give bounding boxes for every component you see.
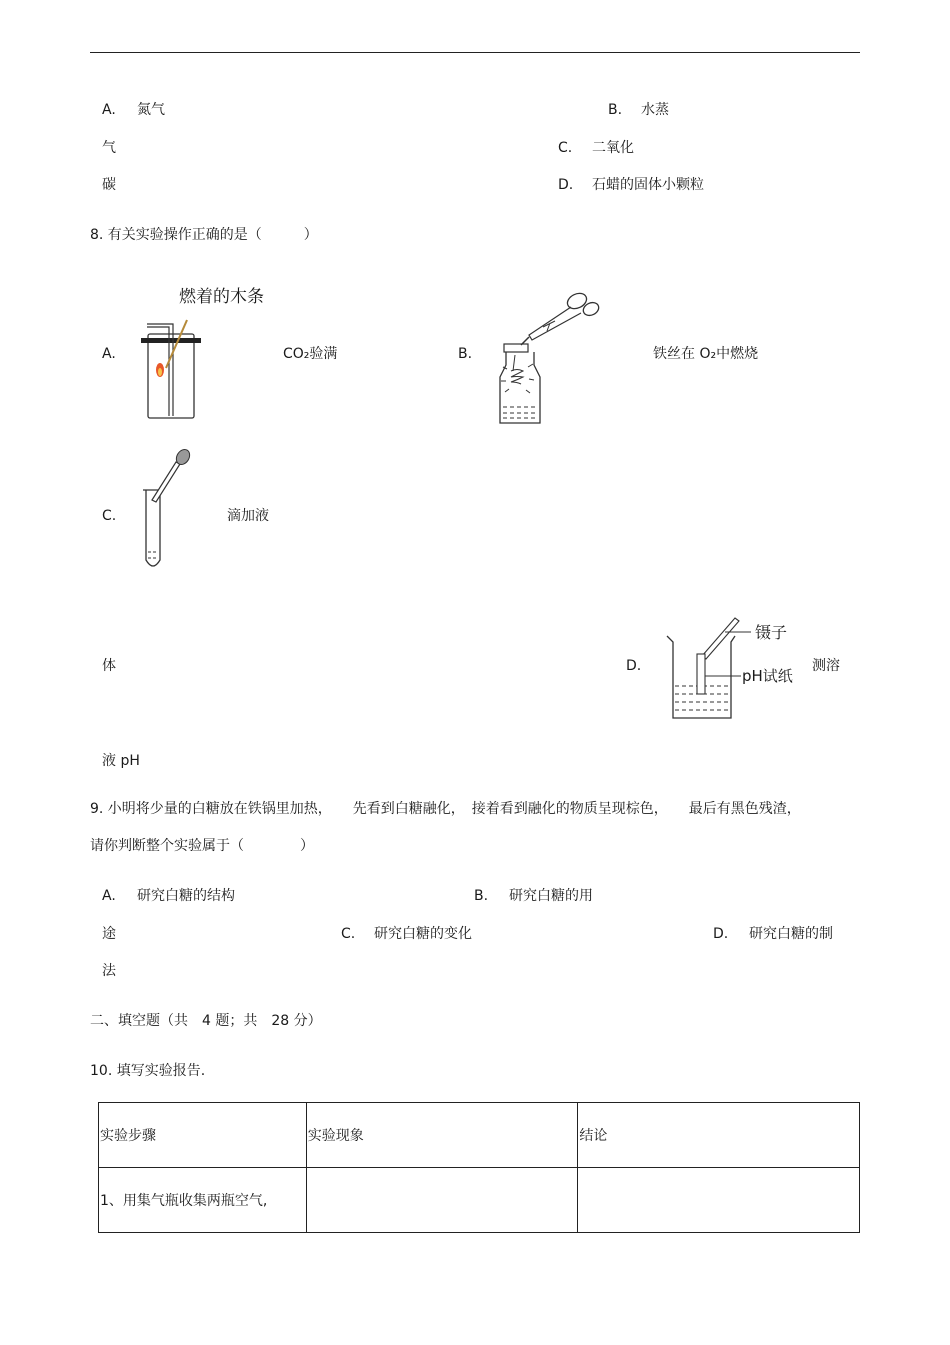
q8-d-figure-ph-paper-label: pH试纸: [742, 667, 793, 685]
q9-option-b-wrap: 途: [102, 926, 116, 942]
q7-option-c-letter: C.: [558, 140, 573, 156]
q7-option-b-text: 水蒸: [641, 102, 669, 118]
q8-option-b-letter: B.: [458, 346, 473, 362]
q7-option-c-wrap: 碳: [102, 177, 116, 193]
q7-option-a-text: 氮气: [137, 102, 165, 118]
q9-option-c-text: 研究白糖的变化: [374, 926, 472, 942]
experiment-report-table: [98, 1102, 860, 1233]
q10-stem: 10. 填写实验报告.: [90, 1063, 206, 1079]
q7-option-b-letter: B.: [608, 102, 623, 118]
header-rule: [90, 52, 860, 53]
q8-a-figure-label: 燃着的木条: [179, 287, 264, 307]
q9-option-d-letter: D.: [713, 926, 729, 942]
q7-option-b-wrap: 气: [102, 140, 116, 156]
q9-option-d-text: 研究白糖的制: [749, 926, 833, 942]
q9-option-a-letter: A.: [102, 888, 116, 904]
table-header-cell: 实验现象: [306, 1103, 578, 1168]
q8-option-c-text: 滴加液: [227, 508, 269, 524]
table-cell[interactable]: [306, 1168, 578, 1233]
q9-stem-line1: 9. 小明将少量的白糖放在铁锅里加热， 先看到白糖融化， 接着看到融化的物质呈现棕色， 最后有黑色残渣，: [90, 801, 801, 817]
table-header-cell: 结论: [578, 1103, 860, 1168]
q8-option-c-wrap: 体: [102, 658, 116, 674]
q7-option-d-letter: D.: [558, 177, 574, 193]
q8-option-b-text: 铁丝在 O₂中燃烧: [653, 346, 759, 362]
q7-option-c-text: 二氧化: [592, 140, 634, 156]
q9-option-d-wrap: 法: [102, 963, 116, 979]
table-header-cell: 实验步骤: [99, 1103, 307, 1168]
q8-option-c-letter: C.: [102, 508, 117, 524]
q8-option-d-wrap: 液 pH: [102, 753, 140, 769]
q8-stem: 8. 有关实验操作正确的是（ ）: [90, 227, 318, 243]
q8-d-figure-tweezers-label: 镊子: [755, 623, 788, 642]
q8-option-d-letter: D.: [626, 658, 642, 674]
q8-option-a-letter: A.: [102, 346, 116, 362]
section-title: 二、填空题（共 4 题；共 28 分）: [90, 1013, 322, 1029]
table-header-row: [99, 1103, 860, 1168]
table-cell: 1、用集气瓶收集两瓶空气,: [99, 1168, 307, 1233]
q9-option-a-text: 研究白糖的结构: [137, 888, 235, 904]
q9-option-b-text: 研究白糖的用: [509, 888, 593, 904]
q7-option-d-text: 石蜡的固体小颗粒: [592, 177, 704, 193]
table-cell[interactable]: [578, 1168, 860, 1233]
q8-option-a-text: CO₂验满: [283, 346, 338, 362]
q7-option-a-letter: A.: [102, 102, 116, 118]
dropper-into-test-tube-diagram: [138, 448, 198, 573]
q9-option-b-letter: B.: [474, 888, 489, 904]
table-row: [99, 1168, 860, 1233]
q9-option-c-letter: C.: [341, 926, 356, 942]
q8-option-d-text: 测溶: [812, 658, 840, 674]
iron-wire-combustion-diagram: [495, 285, 605, 427]
gas-bottle-with-burning-splint-diagram: [135, 312, 205, 422]
q9-stem-line2: 请你判断整个实验属于（ ）: [90, 838, 314, 854]
